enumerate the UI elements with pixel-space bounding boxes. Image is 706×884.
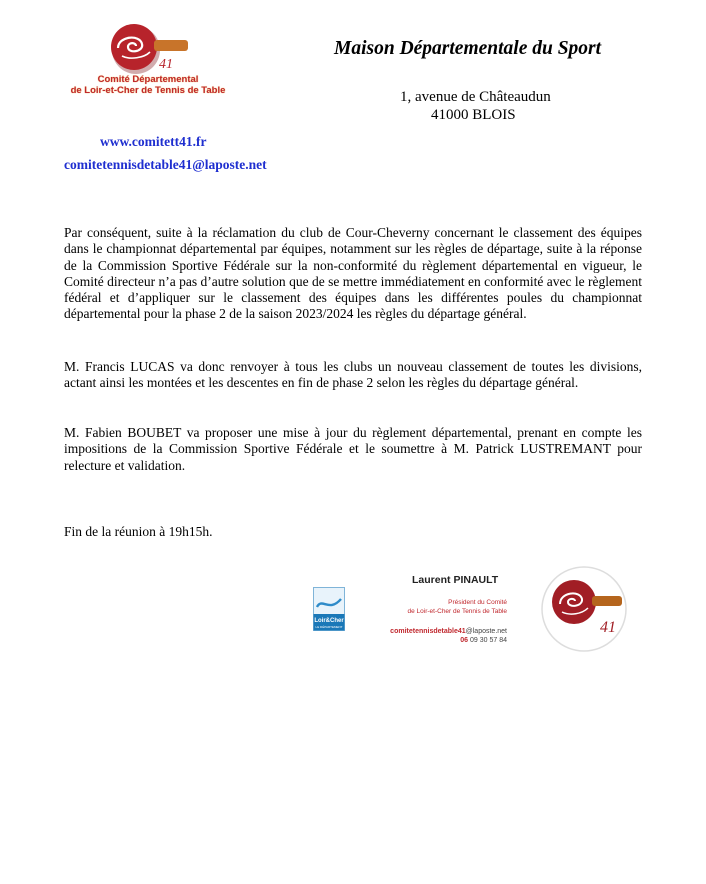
logo-paddle-handle bbox=[154, 40, 188, 51]
lc-logo-subtext: LE DÉPARTEMENT bbox=[315, 625, 343, 629]
signatory-title bbox=[386, 599, 507, 616]
paragraph-3: M. Fabien BOUBET va proposer une mise à jour du règlement départemental, prenant en compte les impositions de la Commission Sportive Fédérale et le soumettre à M. Patrick LUSTREMANT pour relecture et validation. bbox=[64, 425, 642, 473]
closing-line: Fin de la réunion à 19h15h. bbox=[64, 524, 213, 539]
signatory-name bbox=[412, 574, 498, 586]
round-logo-handle bbox=[592, 596, 622, 606]
institution-name: Maison Départementale du Sport bbox=[334, 38, 602, 59]
address-line2: 41000 BLOIS bbox=[431, 107, 516, 123]
paragraph-2: M. Francis LUCAS va donc renvoyer à tous les clubs un nouveau classement de toutes les divisions, actant ainsi les montées et les descentes en fin de phase 2 selon les règles du départage général. bbox=[64, 359, 642, 391]
committee-line1: Comité Départemental bbox=[97, 74, 199, 85]
signatory-title-line1: Président du Comité bbox=[448, 599, 507, 606]
signatory-last-name: PINAULT bbox=[453, 574, 499, 586]
address-line1: 1, avenue de Châteaudun bbox=[400, 89, 551, 105]
signatory-email[interactable] bbox=[366, 628, 507, 635]
email-link[interactable]: comitetennisdetable41@laposte.net bbox=[64, 157, 267, 172]
loir-et-cher-logo bbox=[313, 587, 345, 631]
round-logo-number: 41 bbox=[600, 619, 616, 636]
paragraph-1: Par conséquent, suite à la réclamation du club de Cour-Cheverny concernant le classement des équipes dans le championnat départemental par équipes, notamment sur les règles de départage, suite à la réponse de la Commission Sportive Fédérale sur la non-conformité du règlement départemental en vigueur, le Comité directeur n’a pas d’autre solution que de se mettre immédiatement en conformité avec le règlement fédéral et d’appliquer sur le classement des équipes dans les différentes poules du championnat départemental pour la phase 2 de la saison 2023/2024 les règles du départage général. bbox=[64, 225, 642, 322]
signatory-title-line2: de Loir-et-Cher de Tennis de Table bbox=[407, 607, 507, 615]
signatory-first-name: Laurent bbox=[412, 574, 451, 586]
signatory-email-domain: @laposte.net bbox=[465, 628, 507, 635]
round-logo-ball bbox=[552, 580, 596, 624]
committee-name bbox=[58, 74, 238, 96]
signatory-phone bbox=[386, 637, 507, 644]
committee-logo bbox=[104, 22, 194, 76]
phone-number: 09 30 57 84 bbox=[470, 637, 507, 644]
website-link[interactable]: www.comitett41.fr bbox=[100, 134, 207, 149]
phone-prefix: 06 bbox=[460, 637, 469, 644]
logo-number: 41 bbox=[159, 57, 173, 72]
committee-line2: de Loir-et-Cher de Tennis de Table bbox=[70, 85, 226, 96]
lc-logo-text: Loir&Cher bbox=[314, 618, 344, 624]
committee-round-logo bbox=[538, 566, 630, 652]
signatory-email-user: comitetennisdetable41 bbox=[390, 628, 466, 635]
